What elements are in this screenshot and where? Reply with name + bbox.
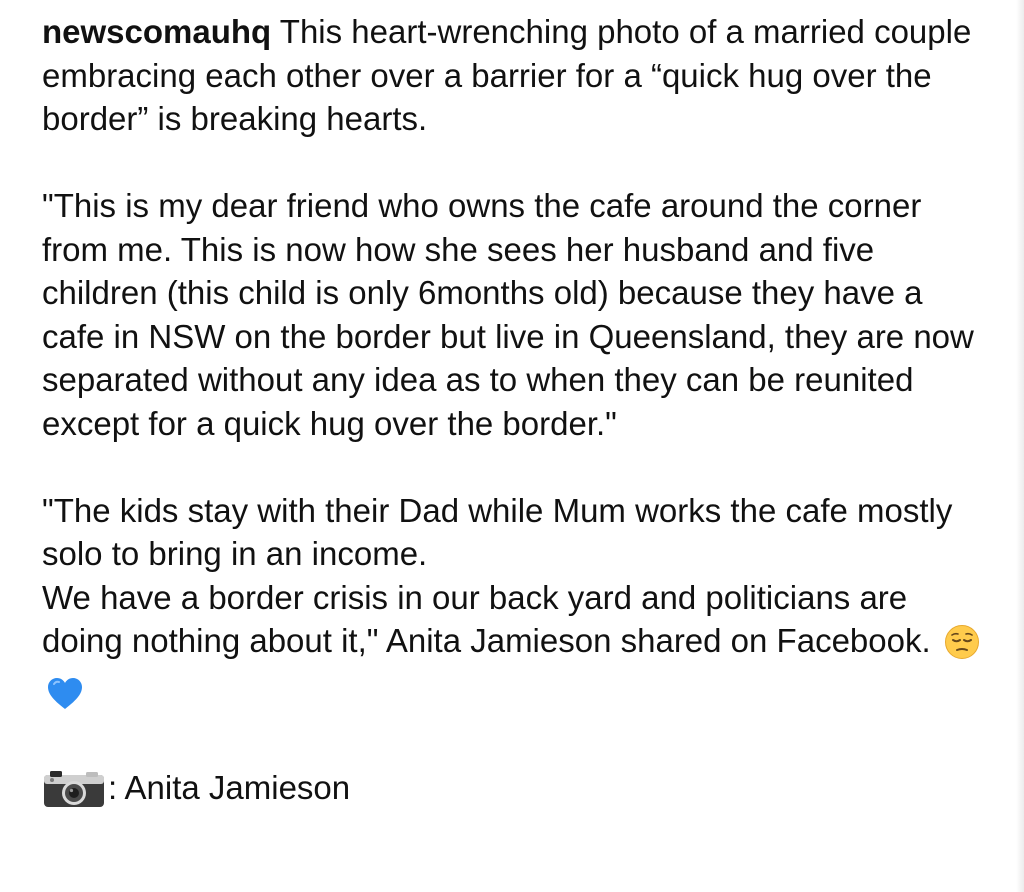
caption-quote-2-line-2 bbox=[42, 576, 992, 723]
caption-intro bbox=[42, 10, 992, 141]
caption-quote-1: "This is my dear friend who owns the cafe around the corner from me. This is now how she sees her husband and five children (this child is only 6months old) because they have a cafe in NSW on the border but live in Queensland, they are now separated without any idea as to when they can be reunited except for a quick hug over the border." bbox=[42, 187, 974, 442]
username-link[interactable]: newscomauhq bbox=[42, 13, 272, 50]
photo-credit-text: : Anita Jamieson bbox=[108, 768, 351, 806]
post-caption bbox=[42, 10, 992, 819]
pensive-face-emoji bbox=[944, 624, 980, 671]
scroll-edge bbox=[1016, 0, 1024, 892]
blue-heart-emoji bbox=[46, 676, 84, 723]
paragraph-gap bbox=[42, 141, 992, 185]
camera-icon bbox=[42, 769, 106, 820]
caption-quote-2-line-1: "The kids stay with their Dad while Mum works the cafe mostly solo to bring in an income. bbox=[42, 491, 953, 572]
paragraph-gap bbox=[42, 445, 992, 489]
caption-quote-2-text: We have a border crisis in our back yard and politicians are doing nothing about it," Anita Jamieson shared on Facebook. bbox=[42, 578, 931, 659]
photo-credit bbox=[42, 766, 992, 820]
paragraph-gap bbox=[42, 722, 992, 766]
caption-intro-text: This heart-wrenching photo of a married couple embracing each other over a barrier for a “quick hug over the border” is breaking hearts. bbox=[42, 13, 972, 137]
